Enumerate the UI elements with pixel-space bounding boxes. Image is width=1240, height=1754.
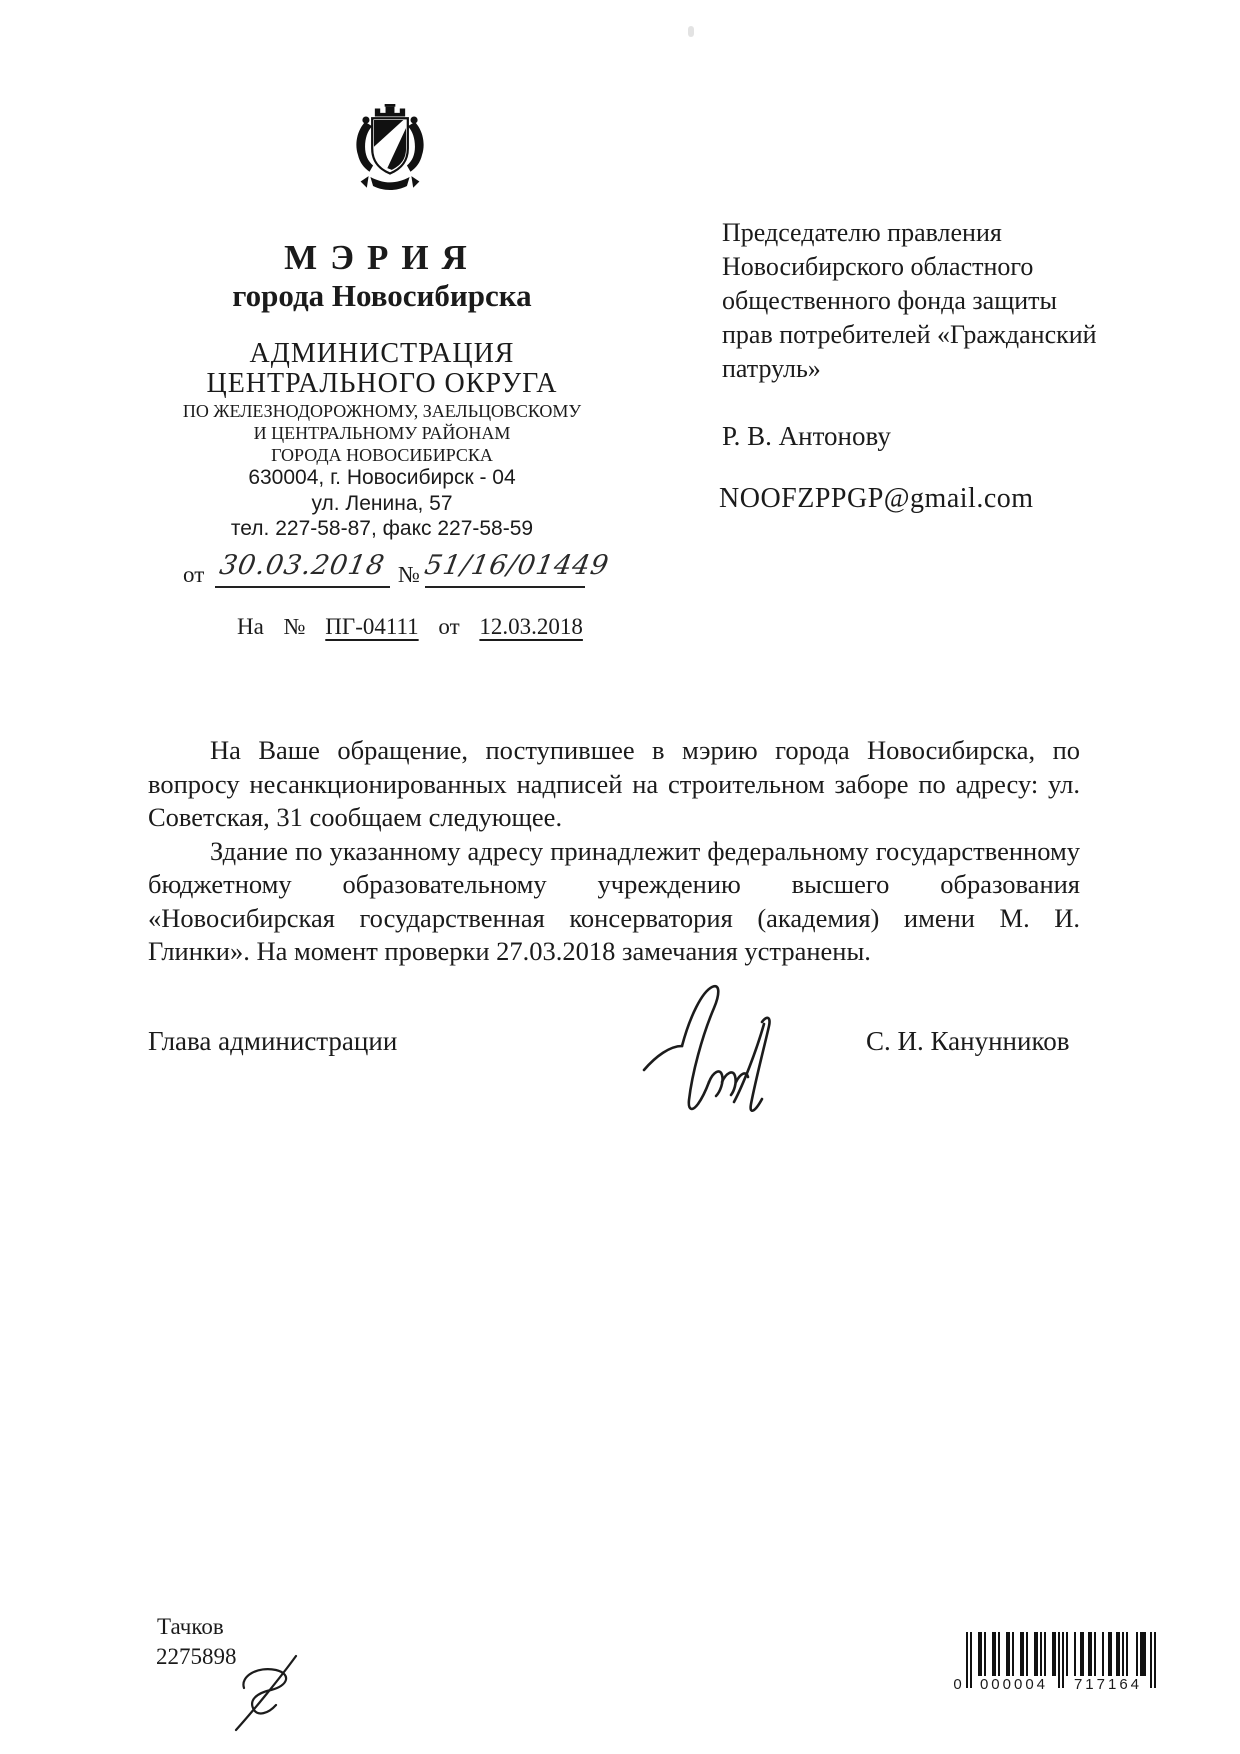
addressee-line: патруль» (722, 354, 821, 383)
addressee-block (722, 216, 1112, 386)
barcode (950, 1632, 1162, 1696)
addressee-line: Новосибирского областного (722, 252, 1034, 281)
districts-line1: ПО ЖЕЛЕЗНОДОРОЖНОМУ, ЗАЕЛЬЦОВСКОМУ (182, 401, 582, 421)
reply-reference-row (237, 614, 597, 640)
org-name-city: города Новосибирска (232, 278, 532, 313)
reply-date: 12.03.2018 (479, 614, 583, 639)
head-signature-handwritten (638, 982, 790, 1118)
number-label: № (398, 562, 420, 587)
districts-line2: И ЦЕНТРАЛЬНОМУ РАЙОНАМ (253, 423, 511, 443)
signer-position-title: Глава администрации (148, 1026, 398, 1056)
outgoing-reference-row (170, 550, 630, 596)
division-name-line1: АДМИНИСТРАЦИЯ (249, 338, 515, 369)
outgoing-date-field (215, 550, 390, 588)
street-address: ул. Ленина, 57 (311, 492, 453, 515)
from-label: от (183, 562, 205, 587)
districts-line3: ГОРОДА НОВОСИБИРСКА (271, 445, 493, 465)
executor-name: Тачков (157, 1614, 224, 1639)
letter-body (148, 734, 1080, 969)
addressee-line: прав потребителей «Гражданский (722, 320, 1097, 349)
addressee-line: Председателю правления (722, 218, 1002, 247)
addressee-email: NOOFZPPGP@gmail.com (719, 483, 1034, 514)
postal-address: 630004, г. Новосибирск - 04 (248, 466, 516, 489)
reply-number-label: № (283, 614, 306, 639)
executor-phone: 2275898 (156, 1644, 237, 1669)
handwritten-number: 51/16/01449 (422, 550, 612, 581)
body-paragraph-1: На Ваше обращение, поступившее в мэрию города Новосибирска, по вопросу несанкционированных надписей на строительном заборе по адресу: ул. Советская, 31 сообщаем следующее. (148, 735, 1080, 832)
handwritten-date: 30.03.2018 (217, 550, 388, 581)
reply-date-label: от (438, 614, 460, 639)
addressee-line: общественного фонда защиты (722, 286, 1057, 315)
signer-name: С. И. Канунников (866, 1026, 1070, 1056)
body-paragraph-2: Здание по указанному адресу принадлежит федеральному государственному бюджетному образовательному учреждению высшего образования «Новосибирская государственная консерватория (академия) имени М. И. Глинки». На момент проверки 27.03.2018 замечания устранены. (148, 835, 1080, 966)
barcode-digit-prefix: 0 (950, 1676, 965, 1694)
outgoing-number-field (422, 550, 612, 588)
reply-prefix: На (237, 614, 264, 639)
reply-number: ПГ-04111 (325, 614, 419, 639)
scan-artifact (688, 26, 694, 37)
executor-signature-handwritten (224, 1648, 316, 1734)
phone-fax: тел. 227-58-87, факс 227-58-59 (230, 517, 534, 540)
division-name-line2: ЦЕНТРАЛЬНОГО ОКРУГА (206, 368, 558, 399)
barcode-digits-left: 000004 (972, 1676, 1056, 1694)
novosibirsk-coat-of-arms-icon (344, 104, 436, 202)
addressee-name: Р. В. Антонову (722, 421, 891, 451)
barcode-digits-right: 717164 (1066, 1676, 1150, 1694)
org-name-main: МЭРИЯ (284, 238, 480, 277)
